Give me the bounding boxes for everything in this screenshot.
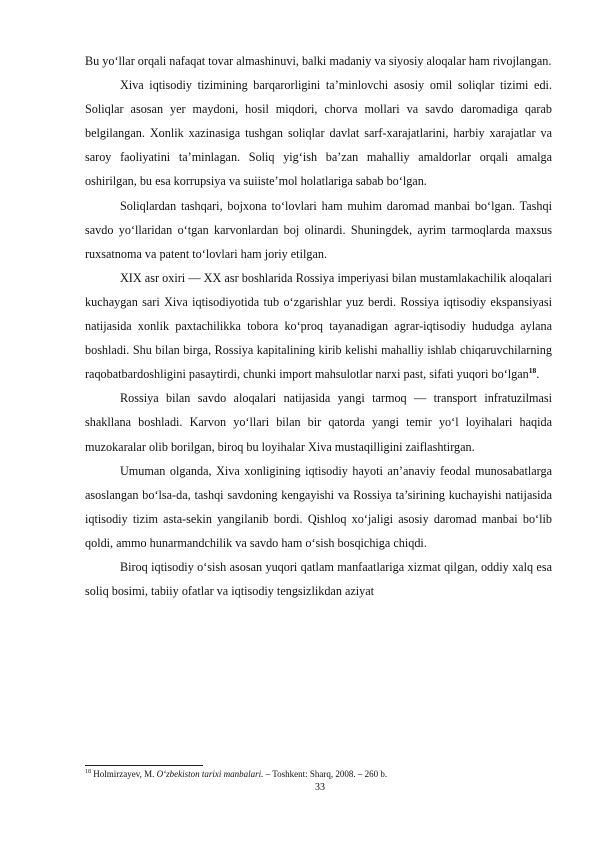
paragraph-6: Umuman olganda, Xiva xonligining iqtisodiy hayoti an’anaviy feodal munosabatlarga asoslangan bo‘lsa-da, tashqi savdoning kengayishi va Rossiya ta’sirining kuchayishi natijasida iqtisodiy tizim asta-sekin yangilanib bordi. Qishloq xo‘jaligi asosiy daromad manbai bo‘lib qoldi, ammo hunarmandchilik va savdo ham o‘sish bosqichiga chiqdi. [85, 463, 552, 550]
paragraph-4-end: . [536, 367, 540, 382]
paragraph-7: Biroq iqtisodiy o‘sish asosan yuqori qatlam manfaatlariga xizmat qilgan, oddiy xalq esa soliq bosimi, tabiiy ofatlar va iqtisodiy tengsizlikdan aziyat [85, 559, 552, 599]
footnote-reference[interactable]: 18 [528, 366, 537, 376]
footnote-details: – Toshkent: Sharq, 2008. – 260 b. [263, 769, 388, 779]
page-number: 33 [315, 782, 325, 793]
footnote-title: O‘zbekiston tarixi manbalari. [156, 769, 264, 779]
paragraph-4-text: XIX asr oxiri — XX asr boshlarida Rossiya imperiyasi bilan mustamlakachilik aloqalari kuchaygan sari Xiva iqtisodiyotida tub o‘zgarishlar yuz berdi. Rossiya iqtisodiy ekspansiyasi natijasida xonlik paxtachilikka tobora ko‘proq tayanadigan agrar-iqtisodiy hududga aylana boshladi. Shu bilan birga, Rossiya kapitalining kirib kelishi mahalliy ishlab chiqaruvchilarning raqobatbardoshligini pasaytirdi, chunki import mahsulotlar narxi past, sifati yuqori bo‘lgan [85, 270, 552, 382]
paragraph-1: Bu yo‘llar orqali nafaqat tovar almashinuvi, balki madaniy va siyosiy aloqalar ham rivojlangan. [85, 54, 552, 68]
footnote-divider [85, 765, 203, 766]
footnote-number: 18 [85, 769, 91, 775]
paragraph-3: Soliqlardan tashqari, bojxona to‘lovlari ham muhim daromad manbai bo‘lgan. Tashqi savdo yo‘llaridan o‘tgan karvonlardan boj olinardi. Shuningdek, ayrim tarmoqlarda maxsus ruxsatnoma va patent to‘lovlari ham joriy etilgan. [85, 198, 552, 261]
paragraph-5: Rossiya bilan savdo aloqalari natijasida yangi tarmoq — transport infratuzilmasi shakllana boshladi. Karvon yo‘llari bilan bir qatorda yangi temir yo‘l loyihalari haqida muzokaralar olib borilgan, biroq bu loyihalar Xiva mustaqilligini zaiflashtirgan. [85, 391, 552, 454]
body-text [85, 49, 552, 603]
paragraph-4 [85, 266, 552, 386]
paragraph-2: Xiva iqtisodiy tizimining barqarorligini ta’minlovchi asosiy omil soliqlar tizimi edi. Soliqlar asosan yer maydoni, hosil miqdori, chorva mollari va savdo daromadiga qarab belgilangan. Xonlik xazinasiga tushgan soliqlar davlat sarf-xarajatlarini, harbiy xarajatlar va saroy faoliyatini ta’minlagan. Soliq yig‘ish ba’zan mahalliy amaldorlar orqali amalga oshirilgan, bu esa korrupsiya va suiiste’mol holatlariga sabab bo‘lgan. [85, 78, 552, 189]
footnote [85, 768, 552, 780]
footnote-author: Holmirzayev, M. [93, 769, 157, 779]
